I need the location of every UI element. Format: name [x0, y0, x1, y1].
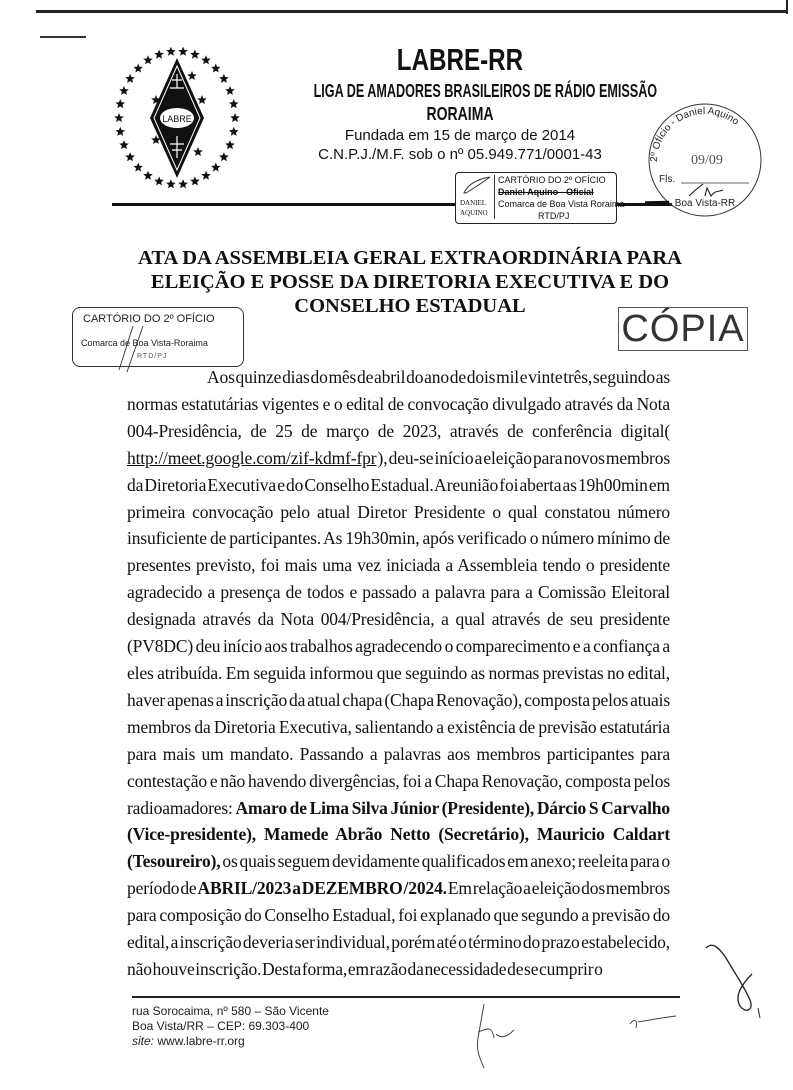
- footer-city: Boa Vista/RR – CEP: 69.303-400: [132, 1019, 310, 1033]
- stamp-logo-word-2: AQUINO: [460, 209, 488, 217]
- star-icon: [190, 50, 200, 59]
- star-icon: [219, 152, 229, 161]
- stamp-ring-text: 2º Ofício - Daniel Aquino: [648, 105, 741, 163]
- star-icon: [119, 140, 129, 149]
- org-full-name-row: [240, 80, 680, 102]
- top-corner-line: [786, 0, 788, 14]
- star-icon: [178, 47, 188, 56]
- star-icon: [193, 147, 203, 156]
- document-title: ATA DA ASSEMBLEIA GERAL EXTRAORDINÁRIA PARA ELEIÇÃO E POSSE DA DIRETORIA EXECUTIVA E DO CONSELHO ESTADUAL: [138, 247, 682, 317]
- board-members: Amaro de Lima Silva Júnior (Presidente), Dárcio S Carvalho (Vice-presidente), Mamede Abrão Netto (Secretário), Mauricio Caldart (Tesoureiro),: [127, 797, 670, 872]
- star-icon: [143, 171, 153, 180]
- footer-street: rua Sorocaima, nº 580 – São Vicente: [132, 1004, 329, 1018]
- top-border-line: [36, 10, 788, 13]
- star-icon: [133, 163, 143, 172]
- body-paragraph: [127, 364, 670, 983]
- star-icon: [219, 74, 229, 83]
- star-icon: [166, 179, 176, 188]
- star-icon: [178, 179, 188, 188]
- star-icon: [230, 113, 240, 122]
- left-stamp-line1: CARTÓRIO DO 2º OFÍCIO: [83, 313, 215, 325]
- left-stamp-line2: Comarca de Boa Vista-Roraima: [81, 338, 208, 348]
- star-icon: [225, 140, 235, 149]
- document-body: [127, 364, 670, 983]
- registry-stamp: [455, 172, 625, 224]
- labre-logo-icon: [112, 40, 242, 190]
- initials-signature-icon: [470, 998, 550, 1078]
- stamp-fls-value: 09/09: [691, 153, 723, 168]
- body-text-part1: Aos quinze dias do mês de abril do ano de dois mil e vinte três, seguindo as normas estatutárias vigentes e o edital de convocação divulgado através da Nota 004-Presidência, de 25 de março de 2023, através de conferência digital(: [127, 367, 670, 441]
- round-notary-stamp: [645, 100, 765, 218]
- registry-stamp-line1: CARTÓRIO DO 2º OFÍCIO: [498, 175, 606, 185]
- star-icon: [166, 47, 176, 56]
- star-icon: [187, 71, 197, 80]
- star-icon: [143, 55, 153, 64]
- registry-stamp-line2: Daniel Aquino - Oficial: [498, 187, 594, 197]
- star-icon: [125, 74, 135, 83]
- star-icon: [211, 64, 221, 73]
- star-icon: [225, 86, 235, 95]
- org-short-name-row: [240, 42, 680, 78]
- org-state-row: [240, 103, 680, 125]
- registry-stamp-left: [72, 307, 244, 367]
- stamp-fls-label: Fls.: [659, 174, 676, 185]
- footer-divider: [132, 996, 680, 998]
- stamp-logo-word-1: DANIEL: [460, 199, 487, 207]
- registry-stamp-logo: [458, 175, 495, 219]
- margin-signature-icon: [700, 940, 770, 1020]
- star-icon: [197, 95, 207, 104]
- org-state: RORAIMA: [426, 104, 494, 124]
- quill-icon: [458, 175, 494, 195]
- body-text-part4: Em relação a eleição dos membros para composição do Conselho Estadual, foi explanado que segundo a previsão do edital, a inscrição deveria ser individual, porém até o término do prazo estabelecido, não houve inscrição. Desta forma, em razão da necessidade de se cumprir o: [127, 878, 670, 979]
- star-icon: [114, 113, 124, 122]
- star-icon: [116, 99, 126, 108]
- footer-address: [132, 1004, 432, 1049]
- left-stamp-line3: RTD/PJ: [137, 353, 168, 360]
- svg-text:LABRE: LABRE: [162, 114, 192, 124]
- mandate-period: ABRIL/2023 a DEZEMBRO /2024.: [197, 878, 447, 899]
- registry-stamp-line4: RTD/PJ: [538, 211, 570, 221]
- copy-stamp: CÓPIA: [618, 307, 748, 351]
- footer-site-url[interactable]: www.labre-rr.org: [157, 1034, 245, 1048]
- founded-date: Fundada em 15 de março de 2014: [344, 127, 576, 144]
- cnpj-number: C.N.P.J./M.F. sob o nº 05.949.771/0001-43: [318, 146, 602, 163]
- star-icon: [154, 176, 164, 185]
- star-icon: [119, 86, 129, 95]
- stamp-bottom-text: Boa Vista-RR: [674, 198, 736, 209]
- star-icon: [201, 171, 211, 180]
- star-icon: [154, 50, 164, 59]
- footer-site-label: site:: [132, 1034, 155, 1048]
- star-icon: [116, 127, 126, 136]
- registry-stamp-line3: Comarca de Boa Vista Roraima: [498, 199, 625, 209]
- initials-signature-2-icon: [620, 1008, 690, 1038]
- star-icon: [125, 152, 135, 161]
- star-icon: [211, 163, 221, 172]
- body-text-part2: ), deu-se início a eleição para novos membros da Diretoria Executiva e do Conselho Estadual. A reunião foi aberta as 19h00min em primeira convocação pelo atual Diretor Presidente o qual constatou número insuficiente de participantes. As 19h30min, após verificado o número mínimo de presentes previsto, foi mais uma vez iniciada a Assembleia tendo o presidente agradecido a presença de todos e passado a palavra para a Comissão Eleitoral designada através da Nota 004/Presidência, a qual através de seu presidente (PV8DC) deu início aos trabalhos agradecendo o comparecimento e a confiança a eles atribuída. Em seguida informou que seguindo as normas previstas no edital, haver apenas a inscrição da atual chapa (Chapa Renovação), composta pelos atuais membros da Diretoria Executiva, salientando a existência de previsão estatutária para mais um mandato. Passando a palavras aos membros participantes para contestação e não havendo divergências, foi a Chapa Renovação, composta pelos radioamadores:: [127, 447, 670, 818]
- star-icon: [229, 99, 239, 108]
- margin-dash: [40, 36, 86, 38]
- star-icon: [190, 176, 200, 185]
- star-icon: [133, 64, 143, 73]
- star-icon: [229, 127, 239, 136]
- meeting-link[interactable]: http://meet.google.com/zif-kdmf-fpr: [127, 447, 377, 468]
- star-icon: [201, 55, 211, 64]
- org-short-name: LABRE-RR: [396, 42, 524, 77]
- org-full-name: LIGA DE AMADORES BRASILEIROS DE RÁDIO EMISSÃO: [313, 81, 658, 101]
- body-text-part3: os quais seguem devidamente qualificados em anexo; reeleita para o período de: [127, 851, 670, 899]
